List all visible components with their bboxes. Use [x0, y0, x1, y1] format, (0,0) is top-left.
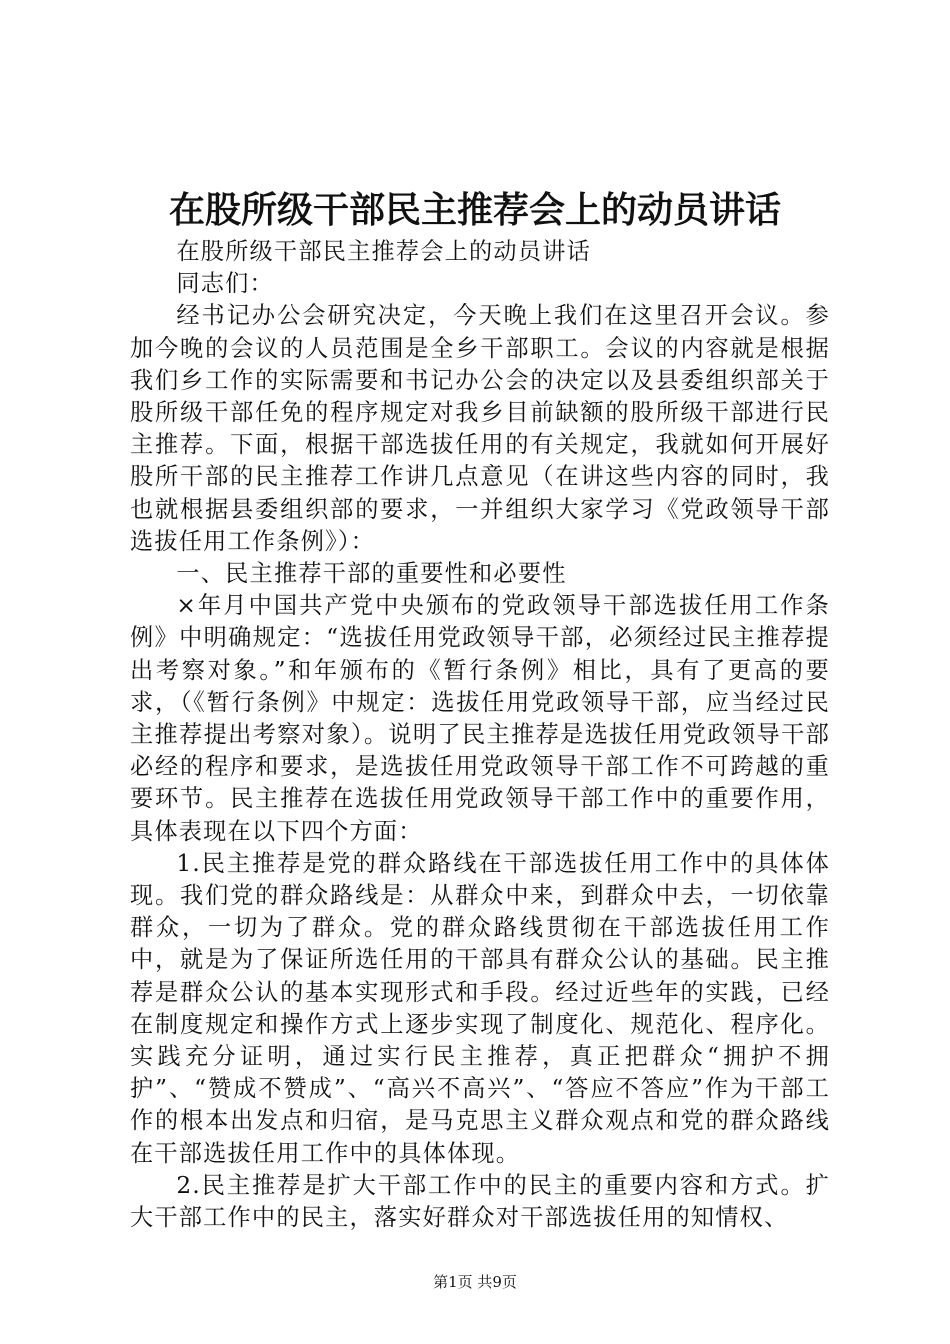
page-footer: 第1页 共9页: [433, 1273, 517, 1291]
paragraph-salutation: 同志们：: [176, 270, 274, 298]
paragraph-section-heading: 一、民主推荐干部的重要性和必要性: [176, 560, 567, 588]
document-body: [130, 236, 830, 1234]
document-title: 在股所级干部民主推荐会上的动员讲话: [168, 189, 781, 231]
paragraph-point-1: 1.民主推荐是党的群众路线在干部选拔任用工作中的具体体现。我们党的群众路线是：从群众中来，到群众中去，一切依靠群众，一切为了群众。党的群众路线贯彻在干部选拔任用工作中，就是为了保证所选任用的干部具有群众公认的基础。民主推荐是群众公认的基本实现形式和手段。经过近些年的实践，已经在制度规定和操作方式上逐步实现了制度化、规范化、程序化。实践充分证明，通过实行民主推荐，真正把群众“拥护不拥护”、“赞成不赞成”、“高兴不高兴”、“答应不答应”作为干部工作的根本出发点和归宿，是马克思主义群众观点和党的群众路线在干部选拔任用工作中的具体体现。: [130, 849, 830, 1167]
paragraph-point-2: 2.民主推荐是扩大干部工作中的民主的重要内容和方式。扩大干部工作中的民主，落实好群众对干部选拔任用的知情权、: [130, 1171, 830, 1232]
paragraph-intro: 经书记办公会研究决定，今天晚上我们在这里召开会议。参加今晚的会议的人员范围是全乡干部职工。会议的内容就是根据我们乡工作的实际需要和书记办公会的决定以及县委组织部关于股所级干部任免的程序规定对我乡目前缺额的股所级干部进行民主推荐。下面，根据干部选拔任用的有关规定，我就如何开展好股所干部的民主推荐工作讲几点意见（在讲这些内容的同时，我也就根据县委组织部的要求，一并组织大家学习《党政领导干部选拔任用工作条例》）：: [130, 302, 830, 555]
paragraph-subtitle: 在股所级干部民主推荐会上的动员讲话: [176, 238, 591, 265]
paragraph-regulation: ×年月中国共产党中央颁布的党政领导干部选拔任用工作条例》中明确规定：“选拔任用党政领导干部，必须经过民主推荐提出考察对象。”和年颁布的《暂行条例》相比，具有了更高的要求，（《暂行条例》中规定：选拔任用党政领导干部，应当经过民主推荐提出考察对象）。说明了民主推荐是选拔任用党政领导干部必经的程序和要求，是选拔任用党政领导干部工作不可跨越的重要环节。民主推荐在选拔任用党政领导干部工作中的重要作用，具体表现在以下四个方面：: [130, 592, 830, 845]
